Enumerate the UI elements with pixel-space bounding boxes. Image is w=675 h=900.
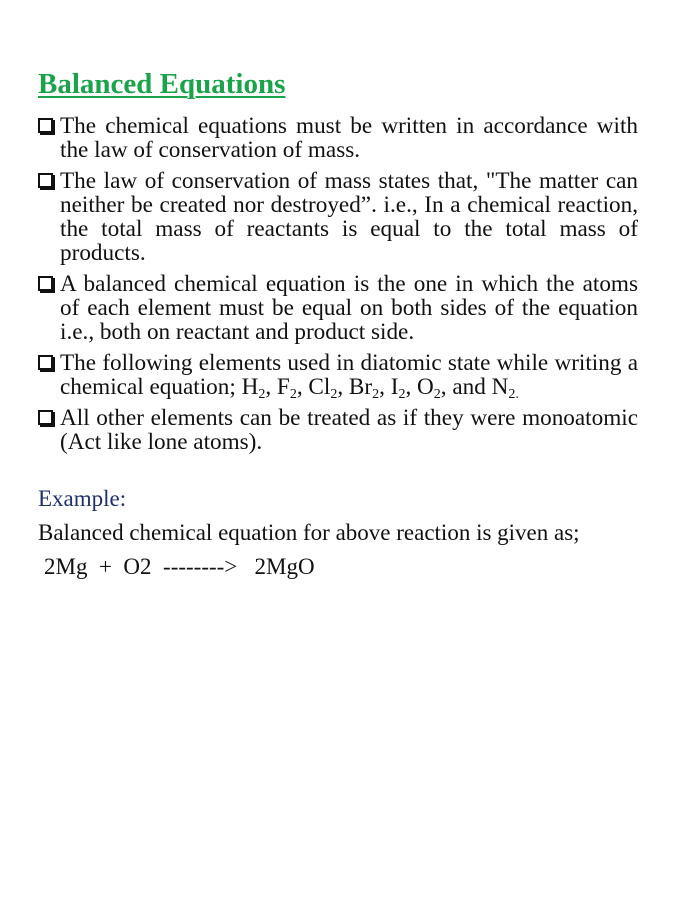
element-br2: $Br_2$, [348, 374, 391, 402]
bullet-item [38, 114, 638, 162]
checkbox-square-icon [38, 355, 53, 370]
bullet-text: A balanced chemical equation is the one in which the atoms of each element must be equal on both sides of the equation i.e., both on reactant and product side. [60, 271, 638, 345]
element-o2: $O_2$, and [417, 374, 492, 402]
element-f2: $F_2$, [276, 374, 309, 402]
slide-title: Balanced Equations [38, 68, 286, 100]
bullet-item [38, 272, 638, 344]
element-n2: $N_{2.}$ [491, 374, 519, 402]
element-i2: $I_2$, [390, 374, 418, 402]
element-h2: $H_2$, [241, 374, 277, 402]
bullet-item [38, 169, 638, 265]
checkbox-square-icon [38, 173, 53, 188]
bullet-text: The chemical equations must be written in accordance with the law of conservation of mass. [60, 113, 638, 163]
chemical-equation: 2Mg + O2 --------> 2MgO [44, 554, 315, 579]
example-label: Example: [38, 486, 127, 511]
checkbox-square-icon [38, 276, 53, 291]
bullet-item [38, 406, 638, 454]
bullet-text: The law of conservation of mass states that, "The matter can neither be created nor destroyed”. i.e., In a chemical reaction, the total mass of reactants is equal to the total mass of products. [60, 168, 638, 266]
bullet-item-diatomic [38, 350, 638, 402]
bullet-text: All other elements can be treated as if they were monoatomic (Act like lone atoms). [60, 405, 638, 455]
bullet-list [38, 114, 638, 461]
example-description: Balanced chemical equation for above reaction is given as; [38, 520, 580, 545]
bullet-text: The following elements used in diatomic state while writing a chemical equation; [60, 350, 638, 400]
element-cl2: $Cl_2$, [308, 374, 349, 402]
checkbox-square-icon [38, 118, 53, 133]
checkbox-square-icon [38, 410, 53, 425]
